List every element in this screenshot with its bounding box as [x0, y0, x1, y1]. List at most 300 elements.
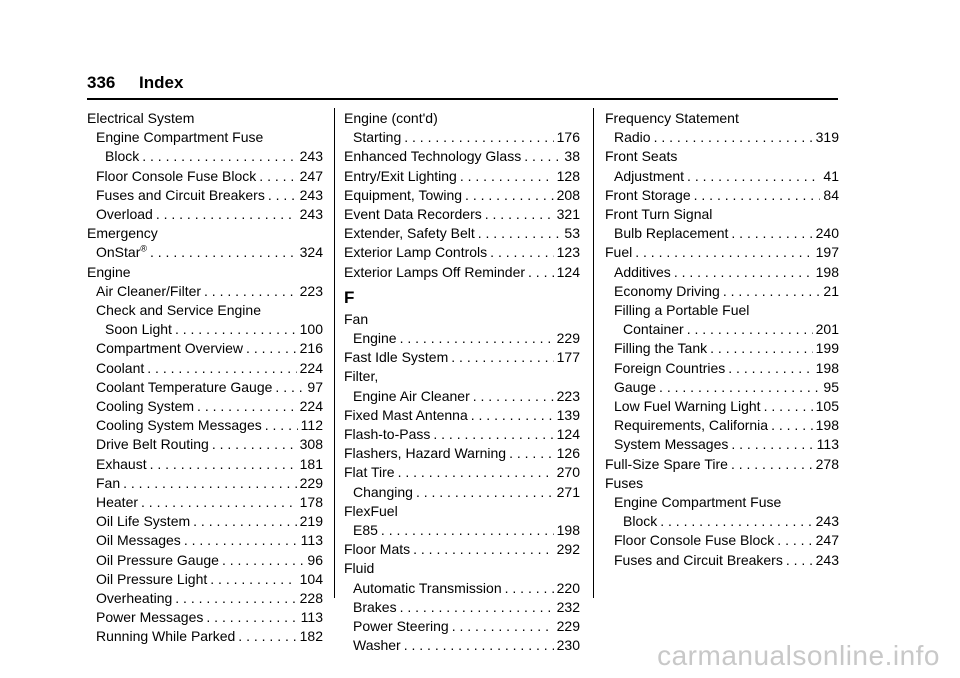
index-entry [87, 493, 323, 512]
entry-text [96, 570, 207, 589]
entry-label: Filling a Portable Fuel [614, 302, 750, 319]
page-ref: 224 [299, 359, 323, 376]
index-entry [87, 147, 323, 166]
entry-label: OnStar [96, 244, 141, 261]
page-ref: 176 [556, 129, 580, 146]
watermark: carmanualsonline.info [657, 640, 940, 671]
index-entry [87, 243, 323, 262]
index-heading [344, 502, 580, 521]
index-heading [87, 109, 323, 128]
entry-text [614, 224, 728, 243]
entry-text [96, 589, 172, 608]
page-ref: 197 [815, 244, 839, 261]
page-ref: 219 [299, 513, 323, 530]
dot-leader [416, 483, 554, 502]
page-ref: 123 [556, 244, 580, 261]
dot-leader [659, 378, 820, 397]
page-ref: 113 [300, 609, 323, 626]
entry-label: Additives [614, 263, 671, 280]
entry-label: Fan [344, 310, 369, 327]
entry-label: Extender, Safety Belt [344, 225, 475, 242]
entry-text [96, 531, 181, 550]
dot-leader [141, 493, 297, 512]
entry-label: E85 [353, 522, 378, 539]
index-entry [87, 339, 323, 358]
entry-text [87, 264, 131, 280]
page-ref: 97 [307, 378, 323, 395]
entry-text [344, 263, 525, 282]
index-entry [87, 589, 323, 608]
index-entry [87, 416, 323, 435]
entry-label: Event Data Recorders [344, 206, 482, 223]
entry-text [614, 167, 684, 186]
index-entry [344, 243, 580, 262]
page-ref: 229 [556, 618, 580, 635]
entry-label: Overload [96, 206, 153, 223]
index-entry [605, 359, 839, 378]
entry-label: Equipment, Towing [344, 186, 463, 203]
index-entry [605, 243, 839, 262]
index-entry [605, 397, 839, 416]
page-ref: 113 [300, 532, 323, 549]
index-entry [87, 512, 323, 531]
entry-label: Oil Messages [96, 532, 181, 549]
entry-text [96, 608, 203, 627]
entry-text [96, 397, 194, 416]
index-entry [344, 147, 580, 166]
index-entry [605, 416, 839, 435]
index-entry [605, 378, 839, 397]
dot-leader [524, 147, 561, 166]
entry-text [96, 167, 256, 186]
entry-text [605, 206, 712, 222]
index-entry [344, 521, 580, 540]
index-entry [87, 531, 323, 550]
index-heading [605, 109, 839, 128]
page-ref: 128 [556, 167, 580, 184]
entry-label: Floor Mats [344, 541, 411, 558]
entry-text [96, 302, 261, 318]
index-entry [344, 348, 580, 367]
dot-leader [433, 425, 553, 444]
page-ref: 319 [815, 129, 839, 146]
dot-leader [490, 243, 553, 262]
entry-label: Compartment Overview [96, 340, 244, 357]
entry-label: Running While Parked [96, 628, 236, 645]
index-entry [87, 627, 323, 646]
entry-label: Fan [96, 474, 121, 491]
index-heading [605, 205, 839, 224]
dot-leader [275, 378, 304, 397]
dot-leader [687, 167, 820, 186]
page-ref: 240 [815, 225, 839, 242]
entry-label: FlexFuel [344, 502, 398, 519]
entry-label: Washer [353, 637, 401, 654]
dot-leader [204, 282, 297, 301]
dot-leader [206, 608, 297, 627]
page-ref: 113 [816, 436, 839, 453]
entry-text [614, 339, 707, 358]
index-heading [605, 474, 839, 493]
index-entry [344, 598, 580, 617]
entry-text [614, 378, 656, 397]
dot-leader [413, 540, 554, 559]
entry-label: Engine (cont'd) [344, 110, 438, 126]
index-entry [605, 224, 839, 243]
index-entry [87, 608, 323, 627]
dot-leader [398, 463, 554, 482]
index-heading [605, 147, 839, 166]
entry-label: Exterior Lamps Off Reminder [344, 263, 526, 280]
entry-label: Block [105, 148, 140, 165]
page-ref: 38 [564, 148, 580, 165]
entry-text [96, 205, 153, 224]
entry-text [614, 531, 774, 550]
entry-text [344, 425, 430, 444]
index-entry [344, 406, 580, 425]
entry-text [614, 282, 720, 301]
dot-leader [259, 167, 296, 186]
entry-label: Power Messages [96, 609, 204, 626]
entry-text [353, 483, 413, 502]
entry-text [344, 503, 398, 519]
index-heading [344, 310, 580, 329]
entry-label: Fast Idle System [344, 349, 449, 366]
page-header [87, 73, 183, 93]
index-entry [605, 263, 839, 282]
page-ref: 243 [299, 206, 323, 223]
entry-text [605, 475, 643, 491]
page-ref: 229 [556, 330, 580, 347]
index-entry [605, 282, 839, 301]
entry-label: Floor Console Fuse Block [96, 167, 257, 184]
entry-label: Automatic Transmission [353, 579, 502, 596]
entry-label: Fuses and Circuit Breakers [614, 551, 783, 568]
page-number: 336 [87, 73, 116, 92]
entry-text [96, 282, 201, 301]
section-letter: F [344, 287, 355, 307]
entry-text [344, 110, 438, 126]
page-ref: 223 [556, 387, 580, 404]
entry-text [96, 435, 209, 454]
entry-label: Engine [353, 330, 397, 347]
entry-label: Front Turn Signal [605, 206, 713, 223]
index-entry [344, 483, 580, 502]
entry-text [96, 243, 147, 262]
entry-text [614, 435, 728, 454]
page-ref: 126 [556, 445, 580, 462]
page-ref: 124 [556, 263, 580, 280]
entry-text [344, 540, 410, 559]
entry-text [614, 494, 781, 510]
index-heading [87, 224, 323, 243]
page-ref: 21 [823, 282, 839, 299]
index-heading [344, 367, 580, 386]
dot-leader [731, 224, 812, 243]
entry-label: Cooling System [96, 398, 195, 415]
index-entry [87, 186, 323, 205]
dot-leader [175, 320, 297, 339]
index-entry [605, 320, 839, 339]
index-heading [87, 263, 323, 282]
page-ref: 230 [556, 637, 580, 654]
page-ref: 182 [299, 628, 323, 645]
index-heading [605, 301, 839, 320]
entry-label: Full-Size Spare Tire [605, 455, 728, 472]
page-ref: 270 [556, 464, 580, 481]
entry-label: Enhanced Technology Glass [344, 148, 522, 165]
dot-leader [460, 167, 554, 186]
dot-leader [404, 128, 553, 147]
dot-leader [505, 579, 554, 598]
entry-label: Container [623, 321, 684, 338]
entry-label: Entry/Exit Lighting [344, 167, 457, 184]
entry-label: Bulb Replacement [614, 225, 729, 242]
index-entry [344, 329, 580, 348]
page-ref: 271 [556, 483, 580, 500]
dot-leader [212, 435, 297, 454]
page-ref: 324 [299, 244, 323, 261]
entry-text [344, 348, 448, 367]
entry-text [353, 598, 397, 617]
index-entry [605, 551, 839, 570]
entry-text [614, 397, 761, 416]
dot-leader [471, 406, 554, 425]
dot-leader [509, 444, 554, 463]
entry-text [344, 224, 475, 243]
entry-label: Fuel [605, 244, 633, 261]
entry-text [344, 463, 395, 482]
dot-leader [764, 397, 813, 416]
entry-label: Engine Air Cleaner [353, 387, 470, 404]
entry-text [96, 378, 272, 397]
dot-leader [674, 263, 813, 282]
entry-text [344, 368, 378, 384]
dot-leader [654, 128, 813, 147]
entry-label: Exhaust [96, 455, 147, 472]
page-ref: 243 [299, 186, 323, 203]
entry-text [353, 128, 401, 147]
index-entry [605, 435, 839, 454]
dot-leader [184, 531, 298, 550]
entry-label: Overheating [96, 590, 173, 607]
index-entry [87, 282, 323, 301]
index-entry [87, 474, 323, 493]
entry-text [96, 129, 263, 145]
index-entry [87, 570, 323, 589]
column-divider [334, 108, 335, 598]
entry-text [96, 186, 265, 205]
page-ref: 95 [823, 378, 839, 395]
page-ref: 198 [815, 417, 839, 434]
dot-leader [400, 329, 554, 348]
page-ref: 198 [815, 359, 839, 376]
entry-text [96, 493, 138, 512]
entry-text [96, 359, 144, 378]
entry-text [353, 329, 397, 348]
index-column-1 [87, 109, 323, 647]
column-divider [593, 108, 594, 598]
entry-label: Engine [87, 263, 131, 280]
entry-label: Air Cleaner/Filter [96, 282, 202, 299]
dot-leader [478, 224, 562, 243]
entry-label: Foreign Countries [614, 359, 726, 376]
index-entry [87, 551, 323, 570]
entry-label: Cooling System Messages [96, 417, 262, 434]
page-ref: 198 [815, 263, 839, 280]
index-entry [605, 455, 839, 474]
index-heading [87, 301, 323, 320]
index-heading [87, 128, 323, 147]
page-ref: 243 [815, 513, 839, 530]
entry-label: Front Storage [605, 186, 691, 203]
dot-leader [728, 359, 812, 378]
index-entry [344, 444, 580, 463]
entry-text [353, 521, 378, 540]
entry-label: Oil Pressure Gauge [96, 551, 219, 568]
page-ref: 247 [299, 167, 323, 184]
entry-text [87, 225, 158, 241]
page-ref: 229 [299, 474, 323, 491]
entry-label: Front Seats [605, 148, 678, 165]
index-entry [344, 224, 580, 243]
index-heading [605, 493, 839, 512]
entry-label: Fluid [344, 560, 375, 577]
page-ref: 243 [815, 551, 839, 568]
entry-text [614, 359, 725, 378]
entry-text [344, 406, 468, 425]
dot-leader [771, 416, 813, 435]
entry-label: Coolant Temperature Gauge [96, 378, 273, 395]
entry-text [353, 617, 449, 636]
index-entry [87, 378, 323, 397]
dot-leader [660, 512, 812, 531]
header-rule [87, 98, 838, 100]
page-ref: 139 [556, 406, 580, 423]
entry-text [605, 110, 739, 126]
dot-leader [268, 186, 297, 205]
dot-leader [777, 531, 812, 550]
dot-leader [123, 474, 297, 493]
entry-label: Drive Belt Routing [96, 436, 209, 453]
page-ref: 292 [556, 541, 580, 558]
entry-label: Exterior Lamp Controls [344, 244, 488, 261]
entry-text [353, 579, 502, 598]
page-title: Index [139, 73, 184, 92]
entry-label: Frequency Statement [605, 110, 739, 126]
index-entry [87, 455, 323, 474]
entry-text [605, 243, 632, 262]
entry-label: Floor Console Fuse Block [614, 532, 775, 549]
entry-label: Changing [353, 483, 413, 500]
page-ref: 198 [556, 522, 580, 539]
registered-mark: ® [140, 243, 147, 254]
entry-label: Flash-to-Pass [344, 426, 431, 443]
page-ref: 208 [556, 186, 580, 203]
dot-leader [687, 320, 813, 339]
entry-text [614, 416, 768, 435]
index-entry [605, 339, 839, 358]
dot-leader [150, 243, 297, 262]
index-entry [87, 397, 323, 416]
index-entry [344, 387, 580, 406]
dot-leader [156, 205, 297, 224]
entry-label: System Messages [614, 436, 729, 453]
entry-text [353, 387, 470, 406]
dot-leader [142, 147, 296, 166]
dot-leader [175, 589, 296, 608]
dot-leader [786, 551, 813, 570]
entry-text [344, 147, 521, 166]
entry-label: Check and Service Engine [96, 302, 261, 319]
entry-label: Gauge [614, 378, 657, 395]
entry-label: Coolant [96, 359, 145, 376]
dot-leader [473, 387, 554, 406]
entry-label: Oil Life System [96, 513, 191, 530]
dot-leader [265, 416, 298, 435]
index-entry [344, 205, 580, 224]
page-ref: 84 [823, 186, 839, 203]
entry-label: Block [623, 513, 658, 530]
entry-text [96, 512, 190, 531]
index-entry [344, 540, 580, 559]
dot-leader [635, 243, 812, 262]
index-entry [87, 359, 323, 378]
page-ref: 223 [299, 282, 323, 299]
entry-text [344, 167, 457, 186]
entry-label: Brakes [353, 598, 397, 615]
entry-label: Fixed Mast Antenna [344, 406, 468, 423]
dot-leader [710, 339, 813, 358]
index-entry [605, 186, 839, 205]
entry-text [605, 186, 691, 205]
entry-label: Low Fuel Warning Light [614, 398, 761, 415]
entry-text [623, 320, 684, 339]
entry-label: Fuses [605, 474, 644, 491]
index-entry [344, 128, 580, 147]
index-entry [344, 186, 580, 205]
entry-label: Filter, [344, 368, 379, 385]
entry-label: Requirements, California [614, 417, 769, 434]
entry-text [105, 320, 172, 339]
entry-text [605, 455, 728, 474]
entry-label: Emergency [87, 225, 158, 242]
dot-leader [694, 186, 821, 205]
page-ref: 199 [815, 340, 839, 357]
page-ref: 100 [299, 321, 323, 338]
entry-text [344, 311, 368, 327]
entry-label: Flashers, Hazard Warning [344, 445, 507, 462]
entry-label: Oil Pressure Light [96, 570, 208, 587]
index-entry [344, 167, 580, 186]
dot-leader [222, 551, 304, 570]
dot-leader [150, 455, 297, 474]
entry-text [614, 128, 651, 147]
entry-label: Heater [96, 494, 139, 511]
dot-leader [246, 339, 297, 358]
dot-leader [465, 186, 554, 205]
entry-text [344, 560, 374, 576]
index-entry [87, 320, 323, 339]
page-ref: 181 [299, 455, 323, 472]
page-ref: 228 [299, 590, 323, 607]
entry-text [96, 416, 262, 435]
index-entry [605, 531, 839, 550]
dot-leader [485, 205, 554, 224]
entry-text [96, 551, 219, 570]
index-entry [87, 435, 323, 454]
dot-leader [197, 397, 297, 416]
